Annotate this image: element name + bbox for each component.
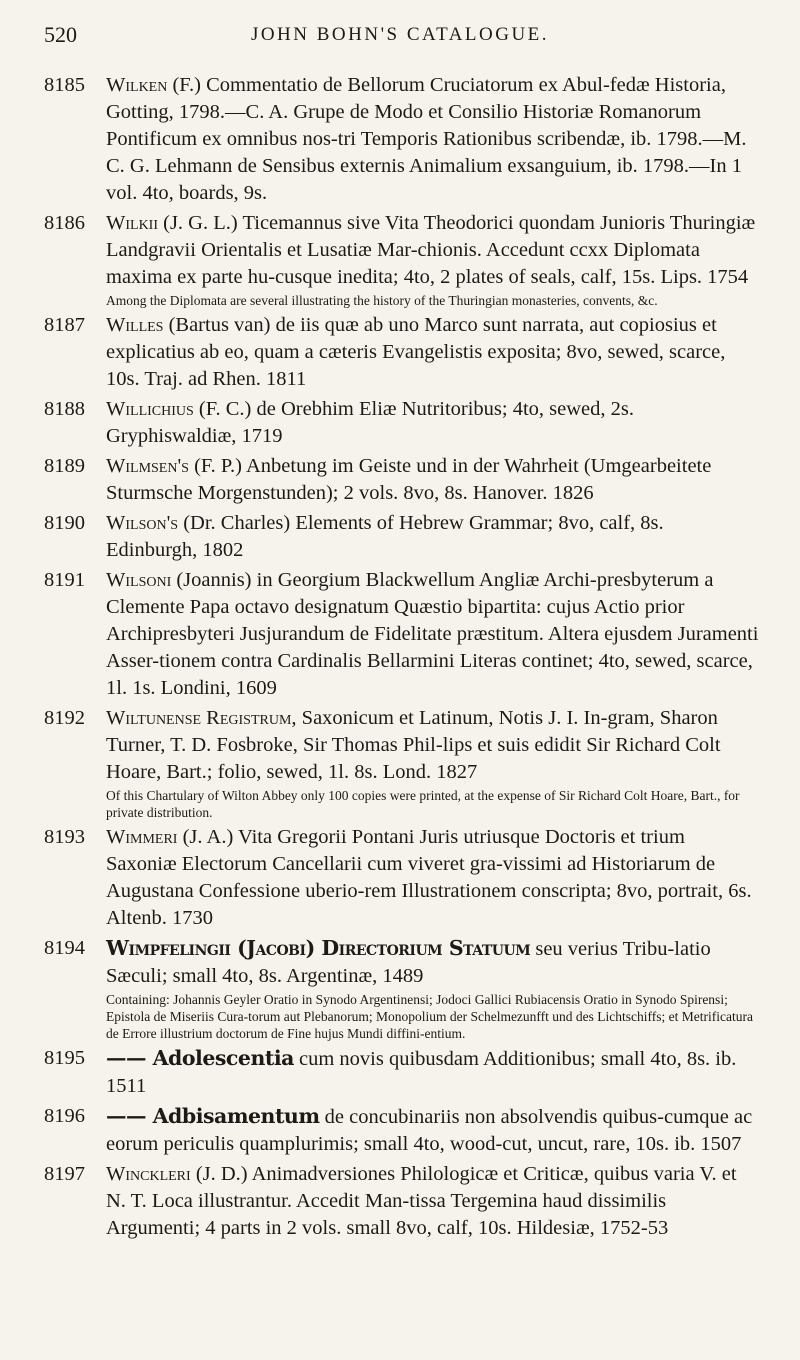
entry-text <box>106 453 760 507</box>
entry-description: (J. A.) Vita Gregorii Pontani Juris utriusque Doctoris et trium Saxoniæ Electorum Cancellarii cum viveret gra-vissimi ad Historiarum de Augustana Confessione uberio-rem Illustrationem conscripta; 8vo, portrait, 6s. Altenb. 1730 <box>106 826 752 929</box>
entry-description: Saxonicum et Latinum, Notis J. I. In-gram, Sharon Turner, T. D. Fosbroke, Sir Thomas Phil-lips et suis edidit Sir Richard Colt Hoare, Bart.; folio, sewed, 1l. 8s. Lond. 1827 <box>106 707 721 783</box>
entry-text <box>106 705 760 786</box>
catalogue-entry <box>44 935 760 1042</box>
page-header <box>44 22 756 56</box>
entry-author: —— Adbisamentum <box>106 1104 320 1128</box>
entry-author: Wilkii <box>106 212 158 234</box>
catalogue-entry <box>44 210 760 309</box>
entry-author: Wilmsen's <box>106 455 189 477</box>
entry-author: —— Adolescentia <box>106 1046 294 1070</box>
entry-author: Wimmeri <box>106 826 178 848</box>
catalogue-entry <box>44 705 760 821</box>
entry-number: 8192 <box>44 707 85 729</box>
entry-description: (F.) Commentatio de Bellorum Cruciatorum ex Abul-fedæ Historia, Gotting, 1798.—C. A. Grupe de Modo et Consilio Historiæ Romanorum Pontificum ex omnibus nos-tri Temporis Rationibus scribendæ, ib. 1798.—M. C. G. Lehmann de Sensibus externis Animalium exsanguium, ib. 1798.—In 1 vol. 4to, boards, 9s. <box>106 74 747 204</box>
entry-description: de concubinariis non absolvendis quibus-cumque ac eorum periculis quamplurimis; small 4to, wood-cut, uncut, rare, 10s. ib. 1507 <box>106 1106 753 1155</box>
entry-text <box>106 312 760 393</box>
page-number: 520 <box>44 22 77 47</box>
entry-description: cum novis quibusdam Additionibus; small 4to, 8s. ib. 1511 <box>106 1048 737 1097</box>
entry-description: (J. G. L.) Ticemannus sive Vita Theodorici quondam Junioris Thuringiæ Landgravii Orientalis et Lusatiæ Mar-chionis. Accedunt ccxx Diplomata maxima ex parte hu-cusque inedita; 4to, 2 plates of seals, calf, 15s. Lips. 1754 <box>106 212 756 288</box>
catalogue-entry <box>44 567 760 702</box>
entry-author: Willichius <box>106 398 194 420</box>
entry-number: 8185 <box>44 74 85 96</box>
catalogue-entry <box>44 510 760 564</box>
entry-number: 8194 <box>44 937 85 959</box>
entry-note: Of this Chartulary of Wilton Abbey only 100 copies were printed, at the expense of Sir Richard Colt Hoare, Bart., for private distribution. <box>106 788 740 820</box>
entry-text <box>106 1103 760 1158</box>
entry-number: 8196 <box>44 1105 85 1127</box>
entry-text <box>106 1045 760 1100</box>
entry-author: Wilsoni <box>106 569 172 591</box>
entry-number: 8188 <box>44 398 85 420</box>
entry-number: 8189 <box>44 455 85 477</box>
entry-number: 8197 <box>44 1163 85 1185</box>
entry-description: seu verius Tribu-latio Sæculi; small 4to, 8s. Argentinæ, 1489 <box>106 938 711 987</box>
entry-description: (J. D.) Animadversiones Philologicæ et Criticæ, quibus varia V. et N. T. Loca illustrantur. Accedit Man-tissa Tergemina haud dissimilis Argumenti; 4 parts in 2 vols. small 8vo, calf, 10s. Hildesiæ, 1752-53 <box>106 1163 737 1239</box>
entry-description: (F. C.) de Orebhim Eliæ Nutritoribus; 4to, sewed, 2s. Gryphiswaldiæ, 1719 <box>106 398 635 447</box>
entry-note: Among the Diplomata are several illustrating the history of the Thuringian monasteries, convents, &c. <box>106 293 658 308</box>
entry-text <box>106 510 760 564</box>
catalogue-entry <box>44 1161 760 1242</box>
entry-note: Containing: Johannis Geyler Oratio in Synodo Argentinensi; Jodoci Gallici Rubiacensis Oratio in Synodo Spirensi; Epistola de Miseriis Cura-torum aut Plebanorum; Monopolium der Schelmezunfft und des Lichtschiffs; et Metrificatura de Errore illustrium doctorum de Fine hujus Mundi diffini-entium. <box>106 992 753 1041</box>
entry-description: (F. P.) Anbetung im Geiste und in der Wahrheit (Umgearbeitete Sturmsche Morgenstunden); 2 vols. 8vo, 8s. Hanover. 1826 <box>106 455 712 504</box>
catalogue-entry <box>44 312 760 393</box>
catalogue-entry <box>44 72 760 207</box>
entry-number: 8191 <box>44 569 85 591</box>
entry-description: (Joannis) in Georgium Blackwellum Angliæ Archi-presbyterum a Clemente Papa octavo designatum Quæstio bipartita: cujus Actio prior Archipresbyteri Jusjurandum de Fidelitate præstitum. Altera ejusdem Juramenti Asser-tionem contra Cardinalis Bellarmini Literas continet; 4to, sewed, scarce, 1l. 1s. Londini, 1609 <box>106 569 759 699</box>
catalogue-entry <box>44 453 760 507</box>
entry-number: 8193 <box>44 826 85 848</box>
entry-author: Wiltunense Registrum, <box>106 707 297 729</box>
running-title: JOHN BOHN'S CATALOGUE. <box>250 24 550 45</box>
entry-author: Wilken <box>106 74 168 96</box>
entry-text <box>106 824 760 932</box>
entry-author: Wimpfelingii (Jacobi) Directorium Statuum <box>106 936 531 960</box>
catalogue-entry <box>44 824 760 932</box>
entry-text <box>106 210 760 291</box>
entry-number: 8190 <box>44 512 85 534</box>
entry-author: Wilson's <box>106 512 179 534</box>
entry-number: 8186 <box>44 212 85 234</box>
entry-text <box>106 935 760 990</box>
entry-text <box>106 1161 760 1242</box>
entry-author: Willes <box>106 314 164 336</box>
entry-number: 8195 <box>44 1047 85 1069</box>
entry-description: (Dr. Charles) Elements of Hebrew Grammar; 8vo, calf, 8s. Edinburgh, 1802 <box>106 512 664 561</box>
catalogue-entries <box>44 72 760 1245</box>
entry-number: 8187 <box>44 314 85 336</box>
entry-text <box>106 72 760 207</box>
catalogue-entry <box>44 1103 760 1158</box>
catalogue-entry <box>44 396 760 450</box>
catalogue-entry <box>44 1045 760 1100</box>
entry-author: Winckleri <box>106 1163 191 1185</box>
entry-text <box>106 567 760 702</box>
entry-text <box>106 396 760 450</box>
entry-description: (Bartus van) de iis quæ ab uno Marco sunt narrata, aut copiosius et explicatius ab eo, quam a cæteris Evangelistis exposita; 8vo, sewed, scarce, 10s. Traj. ad Rhen. 1811 <box>106 314 726 390</box>
